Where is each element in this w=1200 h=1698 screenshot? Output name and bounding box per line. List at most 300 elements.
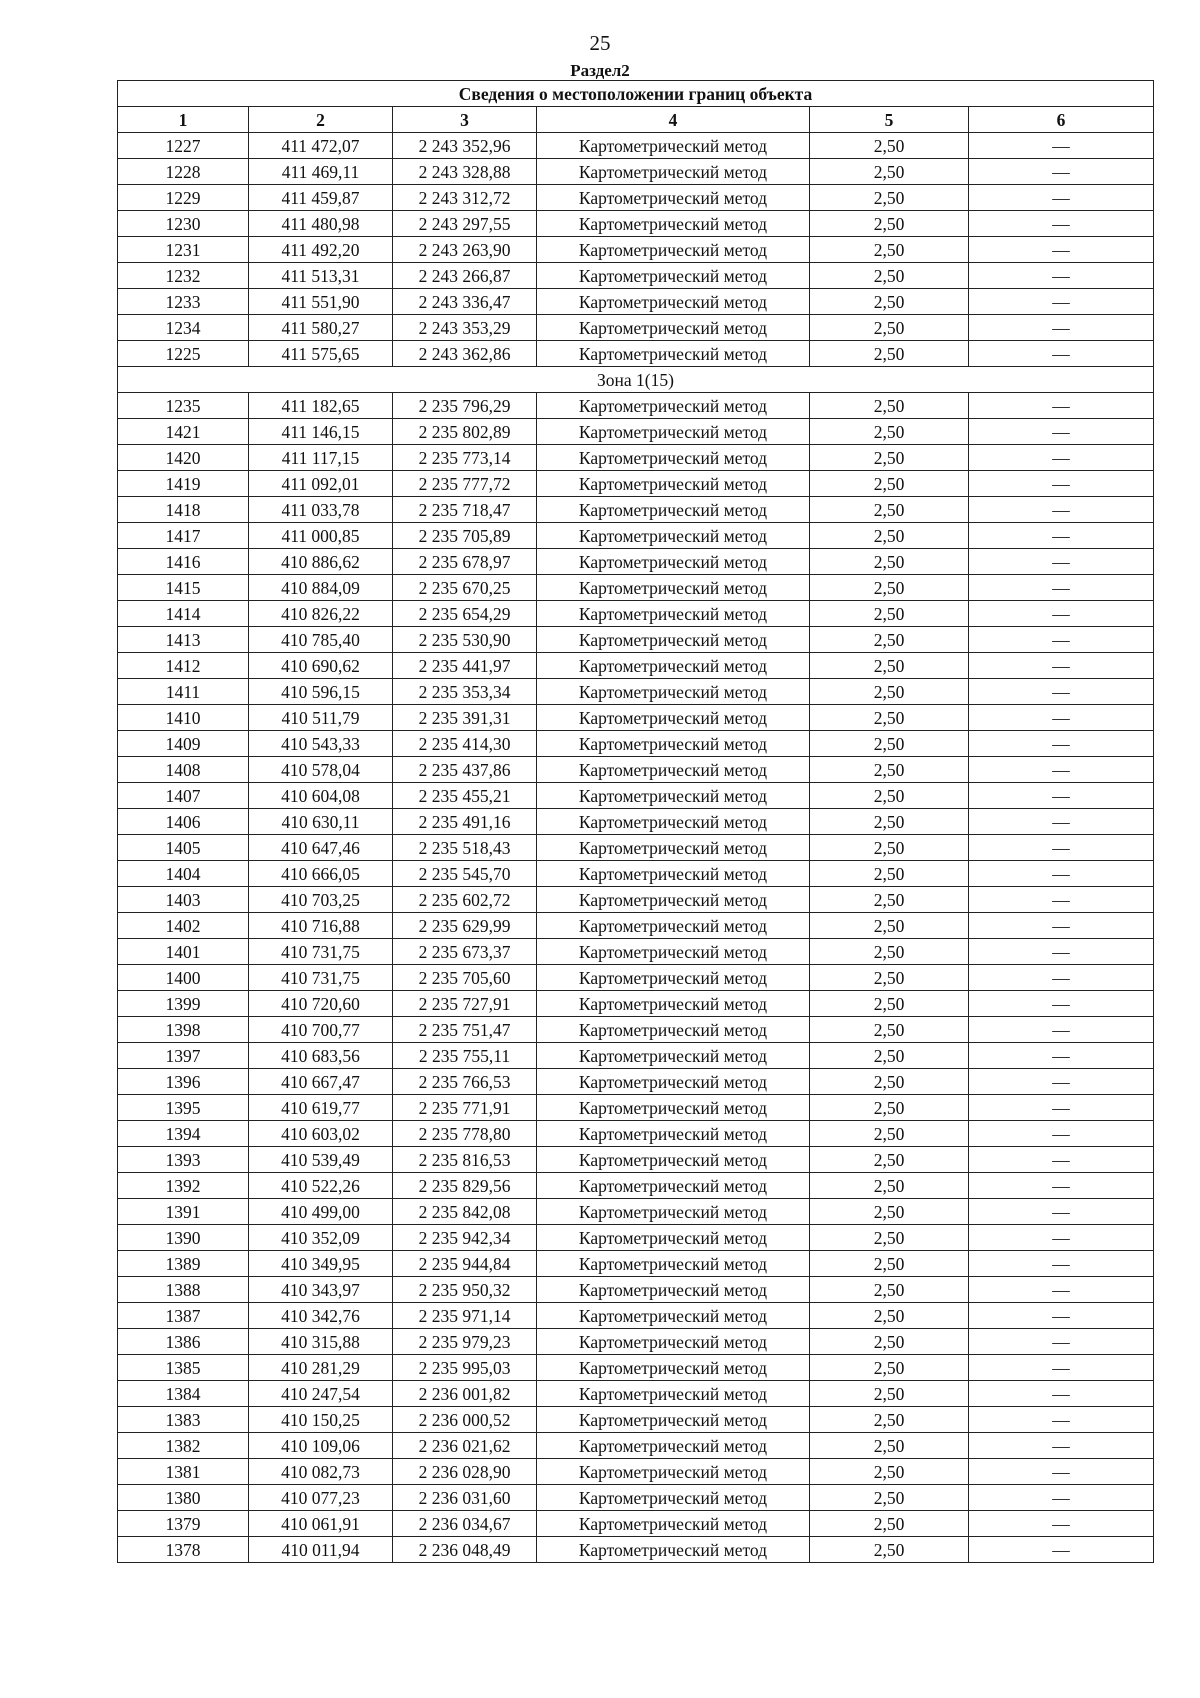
description-cell: — <box>969 341 1154 367</box>
method-cell: Картометрический метод <box>537 809 810 835</box>
point-number-cell: 1394 <box>118 1121 249 1147</box>
table-row <box>118 1043 1154 1069</box>
point-number-cell: 1385 <box>118 1355 249 1381</box>
table-row <box>118 939 1154 965</box>
x-coordinate-cell: 411 513,31 <box>249 263 393 289</box>
table-row <box>118 393 1154 419</box>
table-row <box>118 991 1154 1017</box>
point-number-cell: 1225 <box>118 341 249 367</box>
method-cell: Картометрический метод <box>537 1303 810 1329</box>
description-cell: — <box>969 913 1154 939</box>
y-coordinate-cell: 2 235 971,14 <box>393 1303 537 1329</box>
x-coordinate-cell: 410 315,88 <box>249 1329 393 1355</box>
x-coordinate-cell: 410 077,23 <box>249 1485 393 1511</box>
method-cell: Картометрический метод <box>537 159 810 185</box>
point-number-cell: 1232 <box>118 263 249 289</box>
method-cell: Картометрический метод <box>537 237 810 263</box>
method-cell: Картометрический метод <box>537 393 810 419</box>
accuracy-cell: 2,50 <box>810 1511 969 1537</box>
point-number-cell: 1417 <box>118 523 249 549</box>
x-coordinate-cell: 411 000,85 <box>249 523 393 549</box>
x-coordinate-cell: 410 499,00 <box>249 1199 393 1225</box>
description-cell: — <box>969 1303 1154 1329</box>
method-cell: Картометрический метод <box>537 1199 810 1225</box>
point-number-cell: 1230 <box>118 211 249 237</box>
table-row <box>118 1381 1154 1407</box>
accuracy-cell: 2,50 <box>810 627 969 653</box>
table-row <box>118 1225 1154 1251</box>
y-coordinate-cell: 2 235 829,56 <box>393 1173 537 1199</box>
description-cell: — <box>969 679 1154 705</box>
table-row <box>118 653 1154 679</box>
point-number-cell: 1414 <box>118 601 249 627</box>
method-cell: Картометрический метод <box>537 1147 810 1173</box>
method-cell: Картометрический метод <box>537 419 810 445</box>
description-cell: — <box>969 1043 1154 1069</box>
accuracy-cell: 2,50 <box>810 1147 969 1173</box>
description-cell: — <box>969 991 1154 1017</box>
point-number-cell: 1407 <box>118 783 249 809</box>
point-number-cell: 1415 <box>118 575 249 601</box>
method-cell: Картометрический метод <box>537 939 810 965</box>
x-coordinate-cell: 410 082,73 <box>249 1459 393 1485</box>
y-coordinate-cell: 2 243 297,55 <box>393 211 537 237</box>
description-cell: — <box>969 1407 1154 1433</box>
description-cell: — <box>969 289 1154 315</box>
table-row <box>118 1459 1154 1485</box>
description-cell: — <box>969 419 1154 445</box>
description-cell: — <box>969 1251 1154 1277</box>
x-coordinate-cell: 411 182,65 <box>249 393 393 419</box>
table-row <box>118 1095 1154 1121</box>
accuracy-cell: 2,50 <box>810 1407 969 1433</box>
x-coordinate-cell: 410 247,54 <box>249 1381 393 1407</box>
x-coordinate-cell: 410 826,22 <box>249 601 393 627</box>
y-coordinate-cell: 2 235 718,47 <box>393 497 537 523</box>
table-row <box>118 263 1154 289</box>
description-cell: — <box>969 653 1154 679</box>
x-coordinate-cell: 410 690,62 <box>249 653 393 679</box>
table-row <box>118 289 1154 315</box>
accuracy-cell: 2,50 <box>810 705 969 731</box>
description-cell: — <box>969 159 1154 185</box>
y-coordinate-cell: 2 235 437,86 <box>393 757 537 783</box>
x-coordinate-cell: 410 539,49 <box>249 1147 393 1173</box>
y-coordinate-cell: 2 235 353,34 <box>393 679 537 705</box>
description-cell: — <box>969 315 1154 341</box>
point-number-cell: 1402 <box>118 913 249 939</box>
x-coordinate-cell: 410 886,62 <box>249 549 393 575</box>
description-cell: — <box>969 1225 1154 1251</box>
x-coordinate-cell: 410 785,40 <box>249 627 393 653</box>
accuracy-cell: 2,50 <box>810 1537 969 1563</box>
y-coordinate-cell: 2 235 802,89 <box>393 419 537 445</box>
table-row <box>118 419 1154 445</box>
x-coordinate-cell: 411 575,65 <box>249 341 393 367</box>
method-cell: Картометрический метод <box>537 991 810 1017</box>
method-cell: Картометрический метод <box>537 1251 810 1277</box>
method-cell: Картометрический метод <box>537 523 810 549</box>
y-coordinate-cell: 2 235 816,53 <box>393 1147 537 1173</box>
x-coordinate-cell: 410 703,25 <box>249 887 393 913</box>
table-row <box>118 757 1154 783</box>
point-number-cell: 1419 <box>118 471 249 497</box>
method-cell: Картометрический метод <box>537 705 810 731</box>
point-number-cell: 1234 <box>118 315 249 341</box>
y-coordinate-cell: 2 235 979,23 <box>393 1329 537 1355</box>
description-cell: — <box>969 809 1154 835</box>
accuracy-cell: 2,50 <box>810 1251 969 1277</box>
accuracy-cell: 2,50 <box>810 809 969 835</box>
y-coordinate-cell: 2 236 001,82 <box>393 1381 537 1407</box>
table-row <box>118 159 1154 185</box>
description-cell: — <box>969 861 1154 887</box>
table-row <box>118 1199 1154 1225</box>
accuracy-cell: 2,50 <box>810 237 969 263</box>
description-cell: — <box>969 757 1154 783</box>
point-number-cell: 1378 <box>118 1537 249 1563</box>
x-coordinate-cell: 411 459,87 <box>249 185 393 211</box>
x-coordinate-cell: 411 580,27 <box>249 315 393 341</box>
x-coordinate-cell: 411 480,98 <box>249 211 393 237</box>
description-cell: — <box>969 185 1154 211</box>
method-cell: Картометрический метод <box>537 1433 810 1459</box>
x-coordinate-cell: 410 630,11 <box>249 809 393 835</box>
description-cell: — <box>969 497 1154 523</box>
y-coordinate-cell: 2 243 263,90 <box>393 237 537 263</box>
y-coordinate-cell: 2 243 266,87 <box>393 263 537 289</box>
y-coordinate-cell: 2 235 670,25 <box>393 575 537 601</box>
description-cell: — <box>969 1381 1154 1407</box>
y-coordinate-cell: 2 235 705,60 <box>393 965 537 991</box>
point-number-cell: 1231 <box>118 237 249 263</box>
x-coordinate-cell: 410 543,33 <box>249 731 393 757</box>
zone-row <box>118 367 1154 393</box>
method-cell: Картометрический метод <box>537 835 810 861</box>
description-cell: — <box>969 731 1154 757</box>
description-cell: — <box>969 1121 1154 1147</box>
table-row <box>118 1017 1154 1043</box>
point-number-cell: 1420 <box>118 445 249 471</box>
accuracy-cell: 2,50 <box>810 133 969 159</box>
column-header: 4 <box>537 107 810 133</box>
y-coordinate-cell: 2 235 751,47 <box>393 1017 537 1043</box>
description-cell: — <box>969 237 1154 263</box>
method-cell: Картометрический метод <box>537 1329 810 1355</box>
point-number-cell: 1411 <box>118 679 249 705</box>
description-cell: — <box>969 575 1154 601</box>
point-number-cell: 1383 <box>118 1407 249 1433</box>
table-row <box>118 627 1154 653</box>
y-coordinate-cell: 2 235 755,11 <box>393 1043 537 1069</box>
point-number-cell: 1381 <box>118 1459 249 1485</box>
method-cell: Картометрический метод <box>537 965 810 991</box>
x-coordinate-cell: 410 731,75 <box>249 965 393 991</box>
table-row <box>118 1433 1154 1459</box>
y-coordinate-cell: 2 235 773,14 <box>393 445 537 471</box>
table-row <box>118 523 1154 549</box>
method-cell: Картометрический метод <box>537 1225 810 1251</box>
method-cell: Картометрический метод <box>537 861 810 887</box>
table-row <box>118 1121 1154 1147</box>
accuracy-cell: 2,50 <box>810 939 969 965</box>
x-coordinate-cell: 410 522,26 <box>249 1173 393 1199</box>
column-header: 6 <box>969 107 1154 133</box>
y-coordinate-cell: 2 236 028,90 <box>393 1459 537 1485</box>
point-number-cell: 1387 <box>118 1303 249 1329</box>
x-coordinate-cell: 410 619,77 <box>249 1095 393 1121</box>
y-coordinate-cell: 2 235 441,97 <box>393 653 537 679</box>
x-coordinate-cell: 411 472,07 <box>249 133 393 159</box>
point-number-cell: 1421 <box>118 419 249 445</box>
x-coordinate-cell: 410 511,79 <box>249 705 393 731</box>
point-number-cell: 1416 <box>118 549 249 575</box>
x-coordinate-cell: 410 281,29 <box>249 1355 393 1381</box>
method-cell: Картометрический метод <box>537 1511 810 1537</box>
point-number-cell: 1398 <box>118 1017 249 1043</box>
y-coordinate-cell: 2 235 530,90 <box>393 627 537 653</box>
method-cell: Картометрический метод <box>537 887 810 913</box>
y-coordinate-cell: 2 243 312,72 <box>393 185 537 211</box>
description-cell: — <box>969 471 1154 497</box>
accuracy-cell: 2,50 <box>810 1381 969 1407</box>
point-number-cell: 1401 <box>118 939 249 965</box>
method-cell: Картометрический метод <box>537 1173 810 1199</box>
table-row <box>118 237 1154 263</box>
y-coordinate-cell: 2 235 842,08 <box>393 1199 537 1225</box>
point-number-cell: 1405 <box>118 835 249 861</box>
page-number: 25 <box>589 31 611 55</box>
accuracy-cell: 2,50 <box>810 185 969 211</box>
column-header: 2 <box>249 107 393 133</box>
method-cell: Картометрический метод <box>537 757 810 783</box>
y-coordinate-cell: 2 236 021,62 <box>393 1433 537 1459</box>
y-coordinate-cell: 2 235 766,53 <box>393 1069 537 1095</box>
point-number-cell: 1389 <box>118 1251 249 1277</box>
point-number-cell: 1396 <box>118 1069 249 1095</box>
description-cell: — <box>969 1095 1154 1121</box>
description-cell: — <box>969 1173 1154 1199</box>
method-cell: Картометрический метод <box>537 549 810 575</box>
method-cell: Картометрический метод <box>537 1459 810 1485</box>
method-cell: Картометрический метод <box>537 185 810 211</box>
method-cell: Картометрический метод <box>537 913 810 939</box>
y-coordinate-cell: 2 243 353,29 <box>393 315 537 341</box>
point-number-cell: 1412 <box>118 653 249 679</box>
table-row <box>118 1277 1154 1303</box>
y-coordinate-cell: 2 235 491,16 <box>393 809 537 835</box>
description-cell: — <box>969 1277 1154 1303</box>
x-coordinate-cell: 410 596,15 <box>249 679 393 705</box>
point-number-cell: 1404 <box>118 861 249 887</box>
table-row <box>118 809 1154 835</box>
description-cell: — <box>969 1069 1154 1095</box>
point-number-cell: 1384 <box>118 1381 249 1407</box>
description-cell: — <box>969 1485 1154 1511</box>
x-coordinate-cell: 410 342,76 <box>249 1303 393 1329</box>
description-cell: — <box>969 1355 1154 1381</box>
description-cell: — <box>969 393 1154 419</box>
table-row <box>118 835 1154 861</box>
point-number-cell: 1395 <box>118 1095 249 1121</box>
method-cell: Картометрический метод <box>537 497 810 523</box>
table-row <box>118 1173 1154 1199</box>
description-cell: — <box>969 1537 1154 1563</box>
method-cell: Картометрический метод <box>537 1095 810 1121</box>
point-number-cell: 1408 <box>118 757 249 783</box>
method-cell: Картометрический метод <box>537 679 810 705</box>
point-number-cell: 1413 <box>118 627 249 653</box>
y-coordinate-cell: 2 235 942,34 <box>393 1225 537 1251</box>
table-row <box>118 1407 1154 1433</box>
accuracy-cell: 2,50 <box>810 263 969 289</box>
accuracy-cell: 2,50 <box>810 523 969 549</box>
x-coordinate-cell: 410 150,25 <box>249 1407 393 1433</box>
point-number-cell: 1228 <box>118 159 249 185</box>
point-number-cell: 1391 <box>118 1199 249 1225</box>
method-cell: Картометрический метод <box>537 445 810 471</box>
table-row <box>118 705 1154 731</box>
x-coordinate-cell: 410 604,08 <box>249 783 393 809</box>
accuracy-cell: 2,50 <box>810 1199 969 1225</box>
point-number-cell: 1388 <box>118 1277 249 1303</box>
method-cell: Картометрический метод <box>537 783 810 809</box>
y-coordinate-cell: 2 236 031,60 <box>393 1485 537 1511</box>
description-cell: — <box>969 1147 1154 1173</box>
method-cell: Картометрический метод <box>537 601 810 627</box>
x-coordinate-cell: 411 146,15 <box>249 419 393 445</box>
method-cell: Картометрический метод <box>537 289 810 315</box>
table-row <box>118 861 1154 887</box>
accuracy-cell: 2,50 <box>810 887 969 913</box>
table-row <box>118 1329 1154 1355</box>
x-coordinate-cell: 410 109,06 <box>249 1433 393 1459</box>
description-cell: — <box>969 601 1154 627</box>
accuracy-cell: 2,50 <box>810 1355 969 1381</box>
description-cell: — <box>969 1329 1154 1355</box>
accuracy-cell: 2,50 <box>810 1017 969 1043</box>
table-body <box>118 133 1154 1563</box>
x-coordinate-cell: 410 720,60 <box>249 991 393 1017</box>
method-cell: Картометрический метод <box>537 341 810 367</box>
accuracy-cell: 2,50 <box>810 679 969 705</box>
table-row <box>118 471 1154 497</box>
accuracy-cell: 2,50 <box>810 549 969 575</box>
y-coordinate-cell: 2 243 328,88 <box>393 159 537 185</box>
y-coordinate-cell: 2 235 414,30 <box>393 731 537 757</box>
accuracy-cell: 2,50 <box>810 601 969 627</box>
method-cell: Картометрический метод <box>537 1355 810 1381</box>
x-coordinate-cell: 410 603,02 <box>249 1121 393 1147</box>
x-coordinate-cell: 411 092,01 <box>249 471 393 497</box>
table-row <box>118 913 1154 939</box>
table-row <box>118 185 1154 211</box>
x-coordinate-cell: 410 884,09 <box>249 575 393 601</box>
point-number-cell: 1409 <box>118 731 249 757</box>
accuracy-cell: 2,50 <box>810 1277 969 1303</box>
table-row <box>118 1355 1154 1381</box>
accuracy-cell: 2,50 <box>810 289 969 315</box>
method-cell: Картометрический метод <box>537 575 810 601</box>
method-cell: Картометрический метод <box>537 1537 810 1563</box>
accuracy-cell: 2,50 <box>810 1043 969 1069</box>
table-caption-row <box>118 81 1154 107</box>
accuracy-cell: 2,50 <box>810 393 969 419</box>
method-cell: Картометрический метод <box>537 263 810 289</box>
table-row <box>118 1511 1154 1537</box>
x-coordinate-cell: 410 343,97 <box>249 1277 393 1303</box>
point-number-cell: 1227 <box>118 133 249 159</box>
point-number-cell: 1406 <box>118 809 249 835</box>
method-cell: Картометрический метод <box>537 1017 810 1043</box>
table-row <box>118 601 1154 627</box>
table-row <box>118 211 1154 237</box>
zone-label: Зона 1(15) <box>118 367 1154 393</box>
description-cell: — <box>969 523 1154 549</box>
column-header: 3 <box>393 107 537 133</box>
point-number-cell: 1390 <box>118 1225 249 1251</box>
method-cell: Картометрический метод <box>537 1121 810 1147</box>
point-number-cell: 1403 <box>118 887 249 913</box>
table-row <box>118 783 1154 809</box>
accuracy-cell: 2,50 <box>810 1485 969 1511</box>
x-coordinate-cell: 410 647,46 <box>249 835 393 861</box>
accuracy-cell: 2,50 <box>810 1121 969 1147</box>
description-cell: — <box>969 211 1154 237</box>
y-coordinate-cell: 2 236 000,52 <box>393 1407 537 1433</box>
description-cell: — <box>969 783 1154 809</box>
accuracy-cell: 2,50 <box>810 471 969 497</box>
accuracy-cell: 2,50 <box>810 783 969 809</box>
x-coordinate-cell: 410 666,05 <box>249 861 393 887</box>
description-cell: — <box>969 965 1154 991</box>
y-coordinate-cell: 2 243 336,47 <box>393 289 537 315</box>
accuracy-cell: 2,50 <box>810 991 969 1017</box>
x-coordinate-cell: 410 011,94 <box>249 1537 393 1563</box>
accuracy-cell: 2,50 <box>810 653 969 679</box>
point-number-cell: 1386 <box>118 1329 249 1355</box>
point-number-cell: 1393 <box>118 1147 249 1173</box>
accuracy-cell: 2,50 <box>810 1329 969 1355</box>
accuracy-cell: 2,50 <box>810 341 969 367</box>
method-cell: Картометрический метод <box>537 1277 810 1303</box>
accuracy-cell: 2,50 <box>810 1225 969 1251</box>
x-coordinate-cell: 410 716,88 <box>249 913 393 939</box>
accuracy-cell: 2,50 <box>810 1095 969 1121</box>
y-coordinate-cell: 2 235 995,03 <box>393 1355 537 1381</box>
method-cell: Картометрический метод <box>537 133 810 159</box>
description-cell: — <box>969 1459 1154 1485</box>
description-cell: — <box>969 705 1154 731</box>
accuracy-cell: 2,50 <box>810 1459 969 1485</box>
x-coordinate-cell: 411 492,20 <box>249 237 393 263</box>
point-number-cell: 1229 <box>118 185 249 211</box>
accuracy-cell: 2,50 <box>810 315 969 341</box>
y-coordinate-cell: 2 235 629,99 <box>393 913 537 939</box>
accuracy-cell: 2,50 <box>810 835 969 861</box>
description-cell: — <box>969 1199 1154 1225</box>
description-cell: — <box>969 835 1154 861</box>
table-caption: Сведения о местоположении границ объекта <box>118 81 1154 107</box>
method-cell: Картометрический метод <box>537 1407 810 1433</box>
method-cell: Картометрический метод <box>537 731 810 757</box>
table-row <box>118 679 1154 705</box>
accuracy-cell: 2,50 <box>810 1303 969 1329</box>
description-cell: — <box>969 887 1154 913</box>
y-coordinate-cell: 2 235 705,89 <box>393 523 537 549</box>
x-coordinate-cell: 410 667,47 <box>249 1069 393 1095</box>
accuracy-cell: 2,50 <box>810 575 969 601</box>
